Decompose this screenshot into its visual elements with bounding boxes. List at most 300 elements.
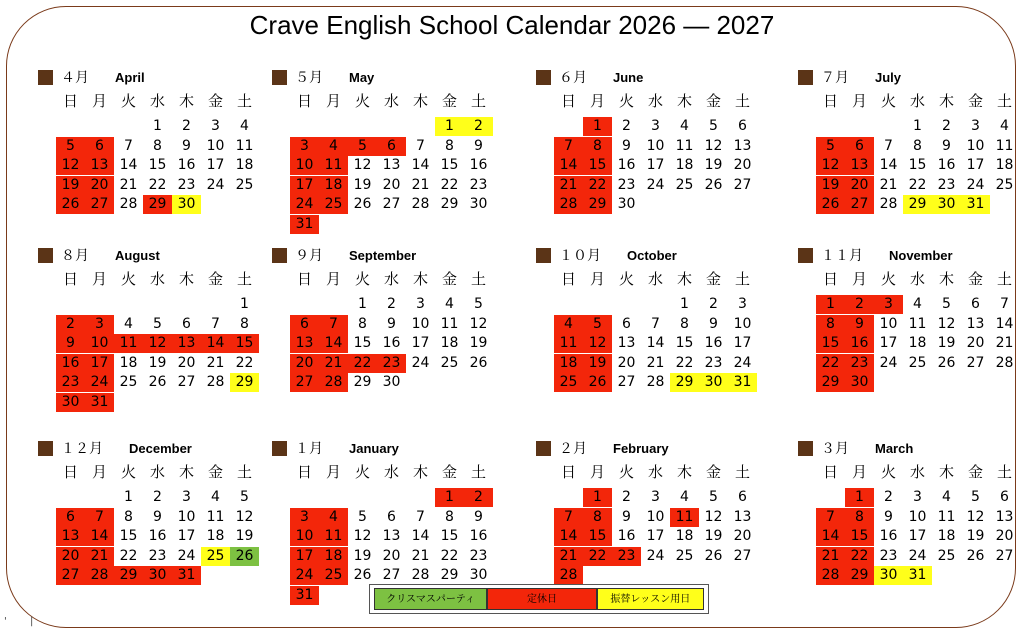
day-cell: 20 xyxy=(290,354,319,373)
day-cell: 2 xyxy=(622,118,631,134)
weekday-header: 木 xyxy=(178,92,194,110)
day-cell: 18 xyxy=(995,157,1014,173)
weekday-header: 金 xyxy=(705,92,721,110)
weekday-header: 土 xyxy=(734,92,750,110)
day-cell: 10 xyxy=(733,315,752,332)
weekday-header: 日 xyxy=(822,92,838,110)
day-cell: 24 xyxy=(290,195,319,214)
day-cell: 5 xyxy=(709,118,718,134)
day-cell: 21 xyxy=(411,547,430,564)
day-cell: 26 xyxy=(937,354,956,371)
day-cell: 10 xyxy=(85,334,114,353)
day-cell: 12 xyxy=(583,334,612,353)
day-cell: 1 xyxy=(845,488,874,507)
day-cell: 23 xyxy=(617,176,636,193)
day-cell: 25 xyxy=(440,354,459,371)
day-cell: 10 xyxy=(646,137,665,154)
weekday-header: 火 xyxy=(880,270,896,288)
month-label-en: March xyxy=(875,440,914,456)
day-cell: 8 xyxy=(680,315,689,332)
day-cell: 22 xyxy=(908,176,927,193)
day-cell: 19 xyxy=(148,354,167,371)
day-cell: 15 xyxy=(119,528,138,544)
month-header xyxy=(798,66,901,88)
day-cell: 2 xyxy=(182,118,191,134)
day-cell: 4 xyxy=(319,508,348,527)
month-marker-icon xyxy=(38,70,53,85)
weekday-header: 月 xyxy=(91,92,107,110)
day-cell: 24 xyxy=(411,354,430,371)
day-cell: 6 xyxy=(622,315,631,332)
month-june xyxy=(536,66,796,256)
day-cell: 7 xyxy=(124,137,133,154)
weekday-header: 土 xyxy=(236,463,252,481)
day-cell: 18 xyxy=(675,528,694,544)
day-cell: 6 xyxy=(971,296,980,312)
weekday-header: 木 xyxy=(676,270,692,288)
day-cell: 3 xyxy=(738,296,747,312)
weekday-header: 木 xyxy=(412,463,428,481)
day-cell: 25 xyxy=(675,547,694,564)
weekday-header: 月 xyxy=(589,270,605,288)
day-cell: 11 xyxy=(995,137,1014,154)
day-cell: 3 xyxy=(874,295,903,314)
day-cell: 17 xyxy=(206,157,225,173)
day-cell: 26 xyxy=(704,547,723,564)
day-cell: 7 xyxy=(554,137,583,156)
day-cell: 3 xyxy=(290,137,319,156)
weekday-header: 月 xyxy=(589,92,605,110)
month-marker-icon xyxy=(798,248,813,263)
month-label-jp: ９月 xyxy=(295,248,323,264)
day-cell: 13 xyxy=(966,315,985,332)
day-cell: 3 xyxy=(182,489,191,505)
weekday-header: 日 xyxy=(560,270,576,288)
day-cell: 28 xyxy=(206,374,225,390)
day-cell: 4 xyxy=(240,118,249,134)
day-cell: 13 xyxy=(382,528,401,544)
day-cell: 5 xyxy=(709,489,718,505)
day-cell: 16 xyxy=(469,157,488,173)
weekday-header: 水 xyxy=(149,92,165,110)
weekday-header: 金 xyxy=(441,92,457,110)
day-cell: 22 xyxy=(440,176,459,193)
month-december xyxy=(38,437,298,627)
day-cell: 4 xyxy=(680,489,689,505)
day-cell: 22 xyxy=(583,176,612,195)
stray-mark-left: ' xyxy=(4,616,7,627)
day-cell: 22 xyxy=(816,354,845,373)
weekday-header: 日 xyxy=(62,92,78,110)
day-cell: 20 xyxy=(382,547,401,564)
day-cell: 19 xyxy=(966,528,985,544)
day-cell: 30 xyxy=(382,374,401,390)
month-marker-icon xyxy=(536,248,551,263)
day-cell: 11 xyxy=(319,527,348,546)
day-cell: 13 xyxy=(290,334,319,353)
month-header xyxy=(272,244,416,266)
day-cell: 1 xyxy=(435,117,464,136)
day-cell: 9 xyxy=(153,508,162,525)
weekday-header: 土 xyxy=(734,270,750,288)
weekday-header: 月 xyxy=(325,270,341,288)
day-cell: 3 xyxy=(971,118,980,134)
day-cell: 24 xyxy=(85,373,114,392)
month-header xyxy=(38,66,145,88)
day-cell: 23 xyxy=(879,547,898,564)
weekday-header: 金 xyxy=(967,270,983,288)
day-cell: 27 xyxy=(733,547,752,564)
weekday-header: 金 xyxy=(207,92,223,110)
weekday-header: 火 xyxy=(120,92,136,110)
day-cell: 16 xyxy=(56,354,85,373)
weekday-header: 火 xyxy=(354,92,370,110)
day-cell: 1 xyxy=(583,488,612,507)
weekday-header: 土 xyxy=(236,270,252,288)
day-cell: 18 xyxy=(675,157,694,173)
day-cell: 16 xyxy=(177,157,196,173)
day-cell: 8 xyxy=(445,508,454,525)
weekday-header: 金 xyxy=(207,463,223,481)
day-cell: 19 xyxy=(469,335,488,351)
day-cell: 12 xyxy=(937,315,956,332)
day-cell: 15 xyxy=(230,334,259,353)
day-cell: 6 xyxy=(56,508,85,527)
day-cell: 6 xyxy=(845,137,874,156)
day-cell: 9 xyxy=(622,508,631,525)
day-cell: 16 xyxy=(148,528,167,544)
day-cell: 18 xyxy=(235,157,254,173)
weekday-header: 水 xyxy=(909,270,925,288)
day-cell: 26 xyxy=(148,374,167,390)
day-cell: 1 xyxy=(583,117,612,136)
day-cell: 7 xyxy=(884,137,893,154)
day-cell: 22 xyxy=(845,547,874,566)
month-november xyxy=(798,244,1024,434)
month-marker-icon xyxy=(798,70,813,85)
day-cell: 12 xyxy=(704,508,723,525)
day-cell: 8 xyxy=(816,315,845,334)
day-cell: 26 xyxy=(353,567,372,583)
stray-mark-right: | xyxy=(30,616,34,627)
weekday-header: 火 xyxy=(120,463,136,481)
day-cell: 29 xyxy=(440,196,459,212)
day-cell: 9 xyxy=(622,137,631,154)
month-label-jp: ８月 xyxy=(61,248,89,264)
day-cell: 24 xyxy=(206,176,225,193)
day-cell: 20 xyxy=(382,176,401,193)
weekday-header: 土 xyxy=(734,463,750,481)
month-august xyxy=(38,244,298,434)
day-cell: 10 xyxy=(290,527,319,546)
day-cell: 27 xyxy=(966,354,985,371)
month-label-en: January xyxy=(349,440,399,456)
weekday-header: 金 xyxy=(967,92,983,110)
day-cell: 31 xyxy=(172,566,201,585)
day-cell: 3 xyxy=(290,508,319,527)
day-cell: 12 xyxy=(235,508,254,525)
day-cell: 25 xyxy=(675,176,694,193)
day-cell: 1 xyxy=(816,295,845,314)
weekday-header: 水 xyxy=(383,92,399,110)
month-header xyxy=(38,437,192,459)
day-cell: 25 xyxy=(319,195,348,214)
day-cell: 21 xyxy=(879,176,898,193)
day-cell: 14 xyxy=(201,334,230,353)
weekday-header: 水 xyxy=(647,92,663,110)
weekday-header: 月 xyxy=(91,463,107,481)
month-label-en: February xyxy=(613,440,669,456)
day-cell: 24 xyxy=(177,547,196,564)
month-label-jp: ２月 xyxy=(559,441,587,457)
day-cell: 10 xyxy=(177,508,196,525)
day-cell: 16 xyxy=(617,528,636,544)
day-cell: 30 xyxy=(932,195,961,214)
weekday-header: 日 xyxy=(560,92,576,110)
day-cell: 23 xyxy=(56,373,85,392)
day-cell: 19 xyxy=(56,176,85,195)
day-cell: 31 xyxy=(903,566,932,585)
weekday-header: 日 xyxy=(560,463,576,481)
month-april xyxy=(38,66,298,256)
day-cell: 8 xyxy=(240,315,249,332)
day-cell: 10 xyxy=(290,156,319,175)
day-cell: 1 xyxy=(240,296,249,312)
weekday-header: 水 xyxy=(647,463,663,481)
day-cell: 21 xyxy=(119,176,138,193)
day-cell: 7 xyxy=(211,315,220,332)
day-cell: 28 xyxy=(554,195,583,214)
day-cell: 30 xyxy=(469,196,488,212)
month-label-jp: ７月 xyxy=(821,70,849,86)
month-label-en: May xyxy=(349,69,375,85)
day-cell: 21 xyxy=(816,547,845,566)
day-cell: 21 xyxy=(995,335,1014,351)
day-cell: 8 xyxy=(358,315,367,332)
weekday-header: 月 xyxy=(589,463,605,481)
day-cell: 15 xyxy=(583,527,612,546)
day-cell: 23 xyxy=(377,354,406,373)
day-cell: 12 xyxy=(353,157,372,173)
day-cell: 17 xyxy=(290,547,319,566)
day-cell: 20 xyxy=(85,176,114,195)
day-cell: 27 xyxy=(733,176,752,193)
weekday-header: 木 xyxy=(178,270,194,288)
weekday-header: 月 xyxy=(325,92,341,110)
legend xyxy=(369,584,709,614)
day-cell: 22 xyxy=(119,547,138,564)
day-cell: 7 xyxy=(416,508,425,525)
month-marker-icon xyxy=(272,441,287,456)
day-cell: 28 xyxy=(816,566,845,585)
day-cell: 13 xyxy=(172,334,201,353)
day-cell: 21 xyxy=(554,176,583,195)
month-label-en: November xyxy=(889,247,953,263)
day-cell: 28 xyxy=(646,374,665,390)
day-cell: 30 xyxy=(874,566,903,585)
day-cell: 12 xyxy=(56,156,85,175)
month-marker-icon xyxy=(272,248,287,263)
day-cell: 11 xyxy=(908,315,927,332)
day-cell: 6 xyxy=(387,508,396,525)
weekday-header: 金 xyxy=(705,270,721,288)
weekday-header: 日 xyxy=(62,463,78,481)
day-cell: 9 xyxy=(474,508,483,525)
day-cell: 31 xyxy=(290,215,319,234)
day-cell: 14 xyxy=(85,527,114,546)
day-cell: 24 xyxy=(908,547,927,564)
day-cell: 12 xyxy=(816,156,845,175)
month-header xyxy=(536,66,643,88)
month-label-en: June xyxy=(613,69,644,85)
day-cell: 13 xyxy=(845,156,874,175)
day-cell: 30 xyxy=(617,196,636,212)
day-cell: 14 xyxy=(119,157,138,173)
month-label-jp: ４月 xyxy=(61,70,89,86)
weekday-header: 土 xyxy=(996,270,1012,288)
weekday-header: 水 xyxy=(383,463,399,481)
month-september xyxy=(272,244,532,434)
day-cell: 26 xyxy=(230,547,259,566)
day-cell: 17 xyxy=(177,528,196,544)
day-cell: 11 xyxy=(206,508,225,525)
month-label-en: July xyxy=(875,69,902,85)
day-cell: 29 xyxy=(143,195,172,214)
month-label-jp: １１月 xyxy=(821,248,863,264)
day-cell: 27 xyxy=(995,547,1014,564)
month-march xyxy=(798,437,1024,627)
day-cell: 24 xyxy=(733,354,752,371)
day-cell: 5 xyxy=(358,508,367,525)
day-cell: 25 xyxy=(554,373,583,392)
month-header xyxy=(272,437,399,459)
weekday-header: 火 xyxy=(880,463,896,481)
month-marker-icon xyxy=(272,70,287,85)
day-cell: 27 xyxy=(382,567,401,583)
day-cell: 19 xyxy=(583,354,612,373)
day-cell: 2 xyxy=(709,296,718,312)
weekday-header: 木 xyxy=(178,463,194,481)
day-cell: 5 xyxy=(56,137,85,156)
day-cell: 26 xyxy=(704,176,723,193)
day-cell: 14 xyxy=(411,528,430,544)
day-cell: 23 xyxy=(937,176,956,193)
day-cell: 21 xyxy=(554,547,583,566)
day-cell: 22 xyxy=(440,547,459,564)
month-label-jp: ６月 xyxy=(559,70,587,86)
day-cell: 19 xyxy=(937,335,956,351)
weekday-header: 木 xyxy=(938,92,954,110)
day-cell: 5 xyxy=(942,296,951,312)
day-cell: 31 xyxy=(728,373,757,392)
month-label-en: October xyxy=(627,247,677,263)
day-cell: 9 xyxy=(182,137,191,154)
day-cell: 10 xyxy=(879,315,898,332)
day-cell: 15 xyxy=(583,156,612,175)
day-cell: 2 xyxy=(387,296,396,312)
day-cell: 14 xyxy=(554,527,583,546)
day-cell: 8 xyxy=(153,137,162,154)
day-cell: 10 xyxy=(908,508,927,525)
day-cell: 30 xyxy=(699,373,728,392)
day-cell: 27 xyxy=(382,196,401,212)
day-cell: 14 xyxy=(554,156,583,175)
weekday-header: 日 xyxy=(296,463,312,481)
day-cell: 3 xyxy=(85,315,114,334)
day-cell: 13 xyxy=(995,508,1014,525)
day-cell: 7 xyxy=(319,315,348,334)
day-cell: 7 xyxy=(816,508,845,527)
day-cell: 21 xyxy=(85,547,114,566)
day-cell: 1 xyxy=(913,118,922,134)
day-cell: 22 xyxy=(583,547,612,566)
weekday-header: 金 xyxy=(441,270,457,288)
day-cell: 25 xyxy=(119,374,138,390)
day-cell: 27 xyxy=(617,374,636,390)
day-cell: 21 xyxy=(646,354,665,371)
month-marker-icon xyxy=(536,70,551,85)
day-cell: 11 xyxy=(554,334,583,353)
weekday-header: 土 xyxy=(236,92,252,110)
day-cell: 18 xyxy=(937,528,956,544)
month-label-en: April xyxy=(115,69,145,85)
day-cell: 29 xyxy=(440,567,459,583)
weekday-header: 水 xyxy=(383,270,399,288)
day-cell: 6 xyxy=(290,315,319,334)
weekday-header: 日 xyxy=(822,270,838,288)
day-cell: 23 xyxy=(177,176,196,193)
day-cell: 6 xyxy=(738,118,747,134)
day-cell: 31 xyxy=(85,393,114,412)
day-cell: 5 xyxy=(153,315,162,332)
day-cell: 19 xyxy=(353,547,372,564)
weekday-header: 金 xyxy=(967,463,983,481)
day-cell: 20 xyxy=(845,176,874,195)
month-marker-icon xyxy=(798,441,813,456)
month-october xyxy=(536,244,796,434)
day-cell: 8 xyxy=(445,137,454,154)
day-cell: 27 xyxy=(177,374,196,390)
weekday-header: 火 xyxy=(618,270,634,288)
day-cell: 13 xyxy=(617,335,636,351)
day-cell: 6 xyxy=(738,489,747,505)
day-cell: 17 xyxy=(733,335,752,351)
month-label-en: September xyxy=(349,247,417,263)
day-cell: 18 xyxy=(554,354,583,373)
day-cell: 12 xyxy=(469,315,488,332)
day-cell: 6 xyxy=(1000,489,1009,505)
day-cell: 17 xyxy=(879,335,898,351)
day-cell: 20 xyxy=(733,528,752,544)
day-cell: 26 xyxy=(469,354,488,371)
weekday-header: 日 xyxy=(296,92,312,110)
day-cell: 9 xyxy=(709,315,718,332)
day-cell: 4 xyxy=(211,489,220,505)
legend-closed: 定休日 xyxy=(487,588,596,610)
weekday-header: 月 xyxy=(851,463,867,481)
day-cell: 9 xyxy=(56,334,85,353)
day-cell: 24 xyxy=(646,547,665,564)
day-cell: 28 xyxy=(554,566,583,585)
day-cell: 5 xyxy=(348,137,377,156)
day-cell: 16 xyxy=(469,528,488,544)
day-cell: 29 xyxy=(114,566,143,585)
weekday-header: 土 xyxy=(996,92,1012,110)
day-cell: 9 xyxy=(845,315,874,334)
legend-makeup: 振替レッスン用日 xyxy=(597,588,704,610)
day-cell: 31 xyxy=(961,195,990,214)
day-cell: 28 xyxy=(411,196,430,212)
